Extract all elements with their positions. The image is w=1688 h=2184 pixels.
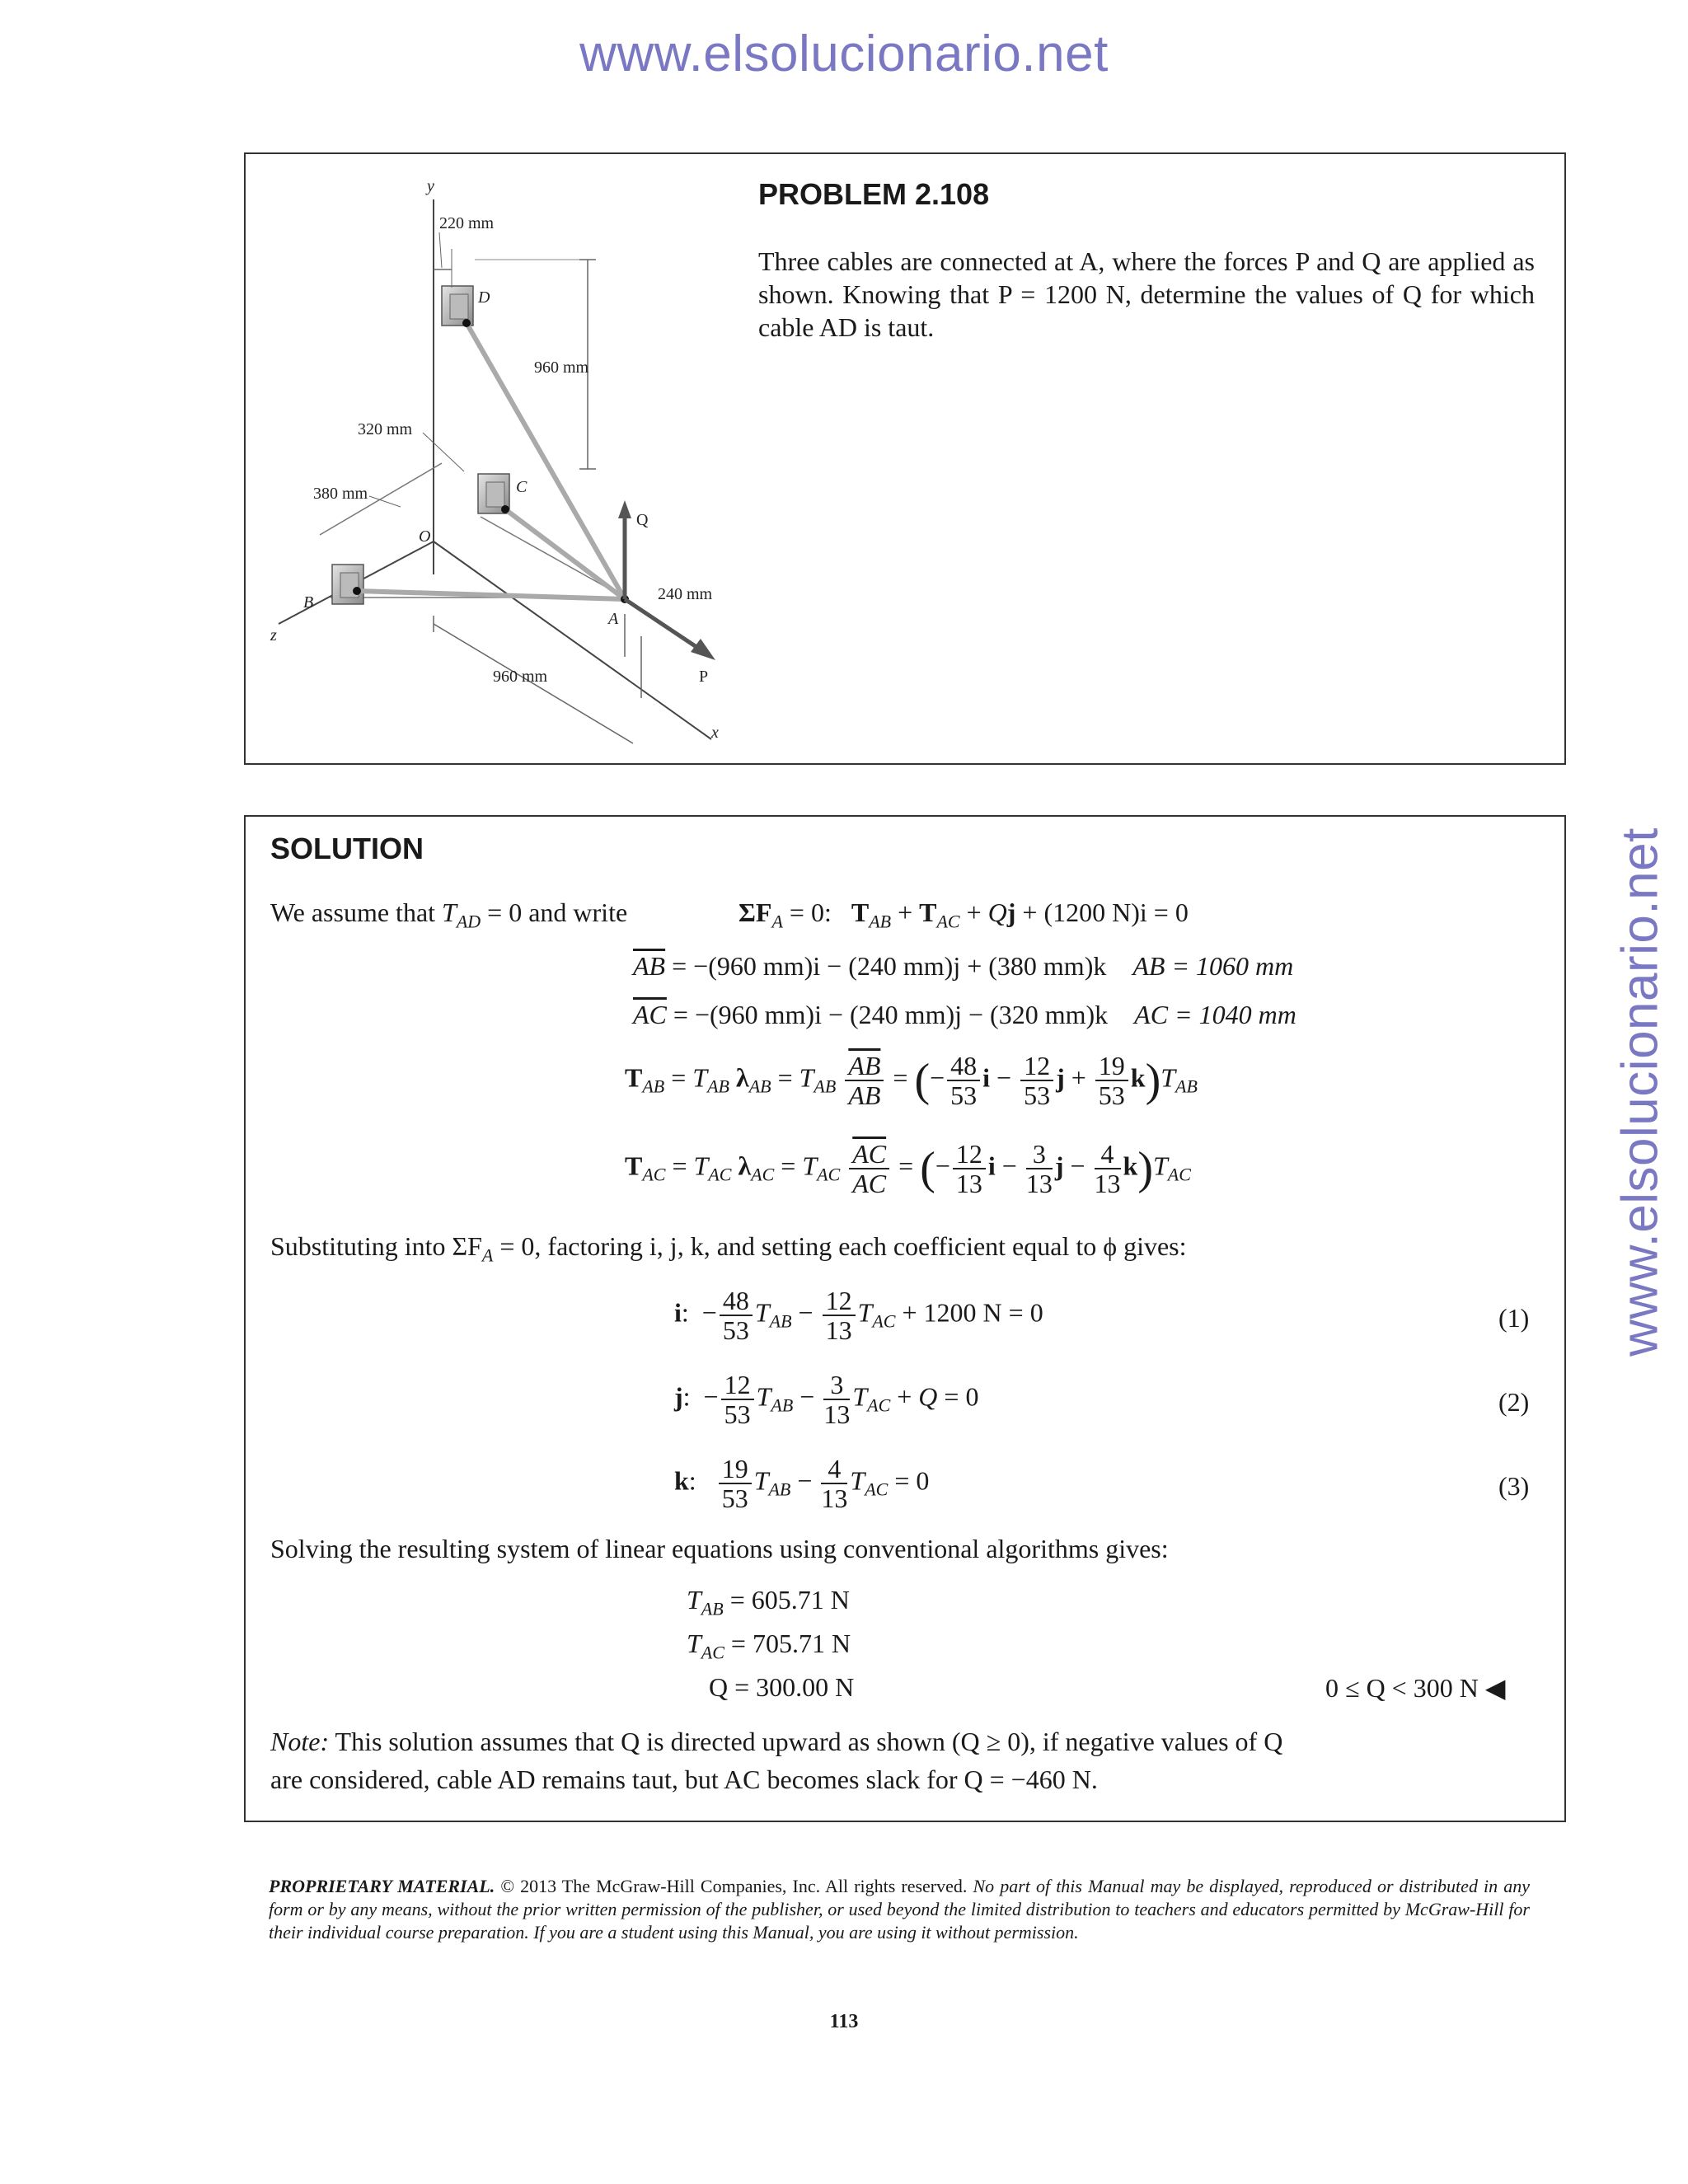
mount-B: [332, 565, 363, 604]
page-number: 113: [829, 2011, 859, 2032]
result-Q: Q = 300.00 N: [709, 1672, 855, 1702]
dim-380: 380 mm: [313, 485, 368, 503]
equilibrium-equation: $\Sigma F_A = 0$: $T_{AB} + T_{AC} + Qj + (1200$ N)i = 0: [738, 898, 1189, 932]
assumption-text-2: = 0 and write: [487, 898, 628, 927]
substitution-text: Substituting into ΣF: [270, 1231, 482, 1261]
dim-960-vertical: 960 mm: [534, 359, 589, 377]
label-z: z: [270, 626, 277, 644]
tension-AB-expression: $T_{AB} = T_{AB}$ $\lambda_{AB} = T_{AB}$ $\frac{\overline{AB}}{AB}$ = (− $\frac{48}{53}$ i − $\frac{12}{53}$ j + $\frac{19}{53}$ $k)T_{AB}$: [625, 1051, 1198, 1110]
equation-k: k: $\frac{19}{53}$ $T_{AB}$ − $\frac{4}{13}$ $T_{AC} = 0$: [674, 1454, 930, 1513]
solution-box: [244, 815, 1566, 1822]
label-x: x: [711, 724, 719, 742]
note-label: Note:: [270, 1727, 330, 1756]
tension-AC-expression: $T_{AC} = T_{AC}$ $\lambda_{AC} = T_{AC}$ $\frac{\overline{AC}}{AC}$ = (− $\frac{12}{13}$ i − $\frac{3}{13}$ j − $\frac{4}{13}$ $k)T_{AC}$: [625, 1139, 1191, 1198]
dim-220: 220 mm: [439, 214, 495, 232]
cable-AC: [505, 509, 625, 599]
note-text-1: This solution assumes that Q is directed upward as shown (Q ≥ 0), if negative values of Q: [335, 1727, 1283, 1756]
note-line-2: are considered, cable AD remains taut, but AC becomes slack for Q = −460 N.: [270, 1765, 1098, 1794]
label-B: B: [303, 593, 314, 612]
note-line-1: [270, 1727, 1282, 1757]
label-C: C: [516, 478, 528, 496]
label-D: D: [478, 288, 490, 307]
equation-j: j: − $\frac{12}{53}$ $T_{AB}$ − $\frac{3}{13}$ $T_{AC} + Q = 0$: [674, 1370, 979, 1429]
footer-bold: PROPRIETARY MATERIAL.: [269, 1876, 495, 1896]
vector-AB: $\overline{AB} = -(960$ mm)i − (240 mm)j + (380 mm)k AB = 1060 mm: [633, 951, 1294, 981]
x-axis: [434, 541, 711, 739]
label-Q: Q: [636, 511, 649, 529]
result-TAB-value: = 605.71 N: [729, 1585, 850, 1615]
dim-240: 240 mm: [658, 585, 713, 603]
vector-AC-expr: = −(960 mm)i − (240 mm)j − (320 mm)k: [673, 1000, 1109, 1029]
watermark-side: www.elsolucionario.net: [1611, 827, 1669, 1357]
equilibrium-eq: = 0:: [789, 898, 832, 927]
substitution-text-2: = 0, factoring i, j, k, and setting each coefficient equal to ϕ gives:: [499, 1231, 1187, 1261]
label-y: y: [427, 177, 434, 195]
result-TAC: $T_{AC} = 705.71$ N: [687, 1629, 851, 1663]
footer-rest: No part of this Manual may be displayed, reproduced or distributed in any form or by any means, without the prior written permission of the publisher, or used beyond the limited distribution to teachers and educators permitted by McGraw-Hill for their individual course preparation. If you are a student using this Manual, you are using it without permission.: [269, 1876, 1530, 1943]
equation-i: i: − $\frac{48}{53}$ $T_{AB}$ − $\frac{12}{13}$ $T_{AC} + 1200$ N = 0: [674, 1286, 1043, 1345]
equation-number-1: (1): [1498, 1303, 1530, 1333]
equation-number-3: (3): [1498, 1471, 1530, 1501]
problem-box: [244, 152, 1566, 765]
equilibrium-rhs: (1200 N)i = 0: [1043, 898, 1189, 927]
vector-AB-expr: = −(960 mm)i − (240 mm)j + (380 mm)k: [672, 951, 1107, 981]
equation-number-2: (2): [1498, 1387, 1530, 1417]
problem-title: PROBLEM 2.108: [758, 177, 990, 211]
final-answer: 0 ≤ Q < 300 N ◀: [1325, 1673, 1506, 1703]
result-TAC-value: = 705.71 N: [730, 1629, 851, 1658]
force-P: [625, 599, 699, 649]
assumption-line: We assume that $T_{AD} = 0$ and write: [270, 898, 628, 932]
footer-copyright: © 2013 The McGraw-Hill Companies, Inc. All rights reserved.: [500, 1876, 968, 1896]
watermark-top: www.elsolucionario.net: [579, 26, 1109, 82]
substitution-line: Substituting into $\Sigma F_A = 0$, factoring i, j, k, and setting each coefficient equal to ϕ gives:: [270, 1231, 1187, 1266]
dim-960-horizontal: 960 mm: [493, 668, 548, 686]
magnitude-AB: AB = 1060 mm: [1132, 951, 1294, 981]
dim-320: 320 mm: [358, 420, 413, 438]
label-P: P: [699, 668, 709, 686]
vector-AC: $\overline{AC} = -(960$ mm)i − (240 mm)j − (320 mm)k AC = 1040 mm: [633, 1000, 1296, 1029]
solution-title: SOLUTION: [270, 832, 424, 865]
result-TAB: $T_{AB} = 605.71$ N: [687, 1585, 850, 1619]
magnitude-AC: AC = 1040 mm: [1134, 1000, 1296, 1029]
label-A: A: [608, 610, 619, 628]
solving-text: Solving the resulting system of linear equations using conventional algorithms gives:: [270, 1534, 1169, 1563]
label-O: O: [419, 527, 431, 546]
assumption-text: We assume that: [270, 898, 436, 927]
problem-statement: Three cables are connected at A, where the forces P and Q are applied as shown. Knowing that P = 1200 N, determine the values of Q for which cable AD is taut.: [758, 246, 1535, 342]
footer-notice: [269, 1875, 1530, 1944]
